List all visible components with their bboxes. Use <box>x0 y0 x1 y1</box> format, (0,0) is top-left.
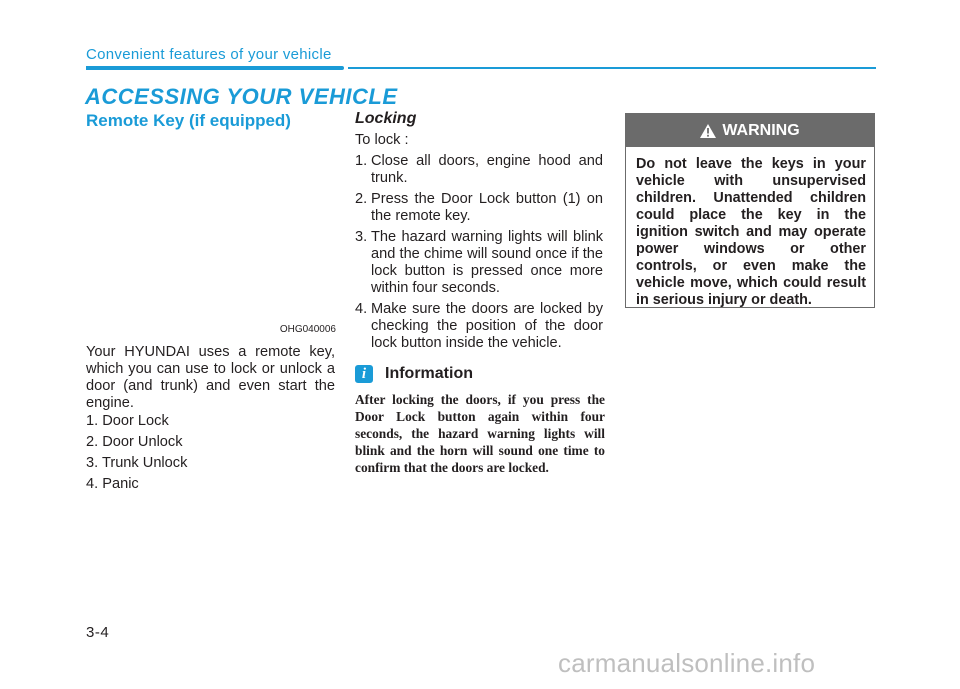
step-text: Close all doors, engine hood and trunk. <box>371 153 603 186</box>
step-text: The hazard warning lights will blink and the chime will sound once if the lock button is pressed once more within four seconds. <box>371 229 603 296</box>
list-item: 3. Trunk Unlock <box>86 455 188 471</box>
step-item <box>355 301 603 352</box>
page-number: 3-4 <box>86 624 110 641</box>
step-number: 4. <box>355 301 368 317</box>
step-number: 2. <box>355 191 368 207</box>
step-item <box>355 153 603 187</box>
info-icon: i <box>355 365 373 383</box>
to-lock-label: To lock : <box>355 132 409 148</box>
step-text: Press the Door Lock button (1) on the remote key. <box>371 191 603 224</box>
list-item: 1. Door Lock <box>86 413 169 429</box>
header-bar <box>86 66 344 70</box>
information-text: After locking the doors, if you press the Door Lock button again within four seconds, the hazard warning lights will blink and the horn will sound one time to confirm that the doors are locked. <box>355 392 605 475</box>
information-title: Information <box>385 365 473 382</box>
warning-text: Do not leave the keys in your vehicle with unsupervised children. Unattended children could place the key in the ignition switch and may operate power windows or other controls, or even make the vehicle move, which could result in serious injury or death. <box>636 156 866 308</box>
step-item <box>355 229 603 297</box>
section-title: Convenient features of your vehicle <box>86 46 332 63</box>
watermark: carmanualsonline.info <box>558 648 816 678</box>
step-number: 3. <box>355 229 368 245</box>
list-item: 2. Door Unlock <box>86 434 183 450</box>
warning-box <box>625 113 875 308</box>
locking-heading: Locking <box>355 110 417 127</box>
warning-title: WARNING <box>722 121 800 139</box>
locking-steps <box>355 153 603 356</box>
remote-key-figure <box>86 135 336 335</box>
remote-key-button-list <box>86 413 336 497</box>
step-item <box>355 191 603 225</box>
information-box <box>355 365 605 476</box>
step-text: Make sure the doors are locked by checking the position of the door lock button inside the vehicle. <box>371 301 603 351</box>
figure-code: OHG040006 <box>279 324 336 335</box>
information-header <box>355 365 605 383</box>
step-number: 1. <box>355 153 368 169</box>
remote-key-heading: Remote Key (if equipped) <box>86 111 291 130</box>
header-rule <box>348 67 876 69</box>
warning-triangle-icon <box>700 124 716 138</box>
warning-header <box>626 114 874 147</box>
remote-key-intro: Your HYUNDAI uses a remote key, which you can use to lock or unlock a door (and trunk) and even start the engine. <box>86 344 335 411</box>
page-title: ACCESSING YOUR VEHICLE <box>85 84 398 109</box>
list-item: 4. Panic <box>86 476 139 492</box>
